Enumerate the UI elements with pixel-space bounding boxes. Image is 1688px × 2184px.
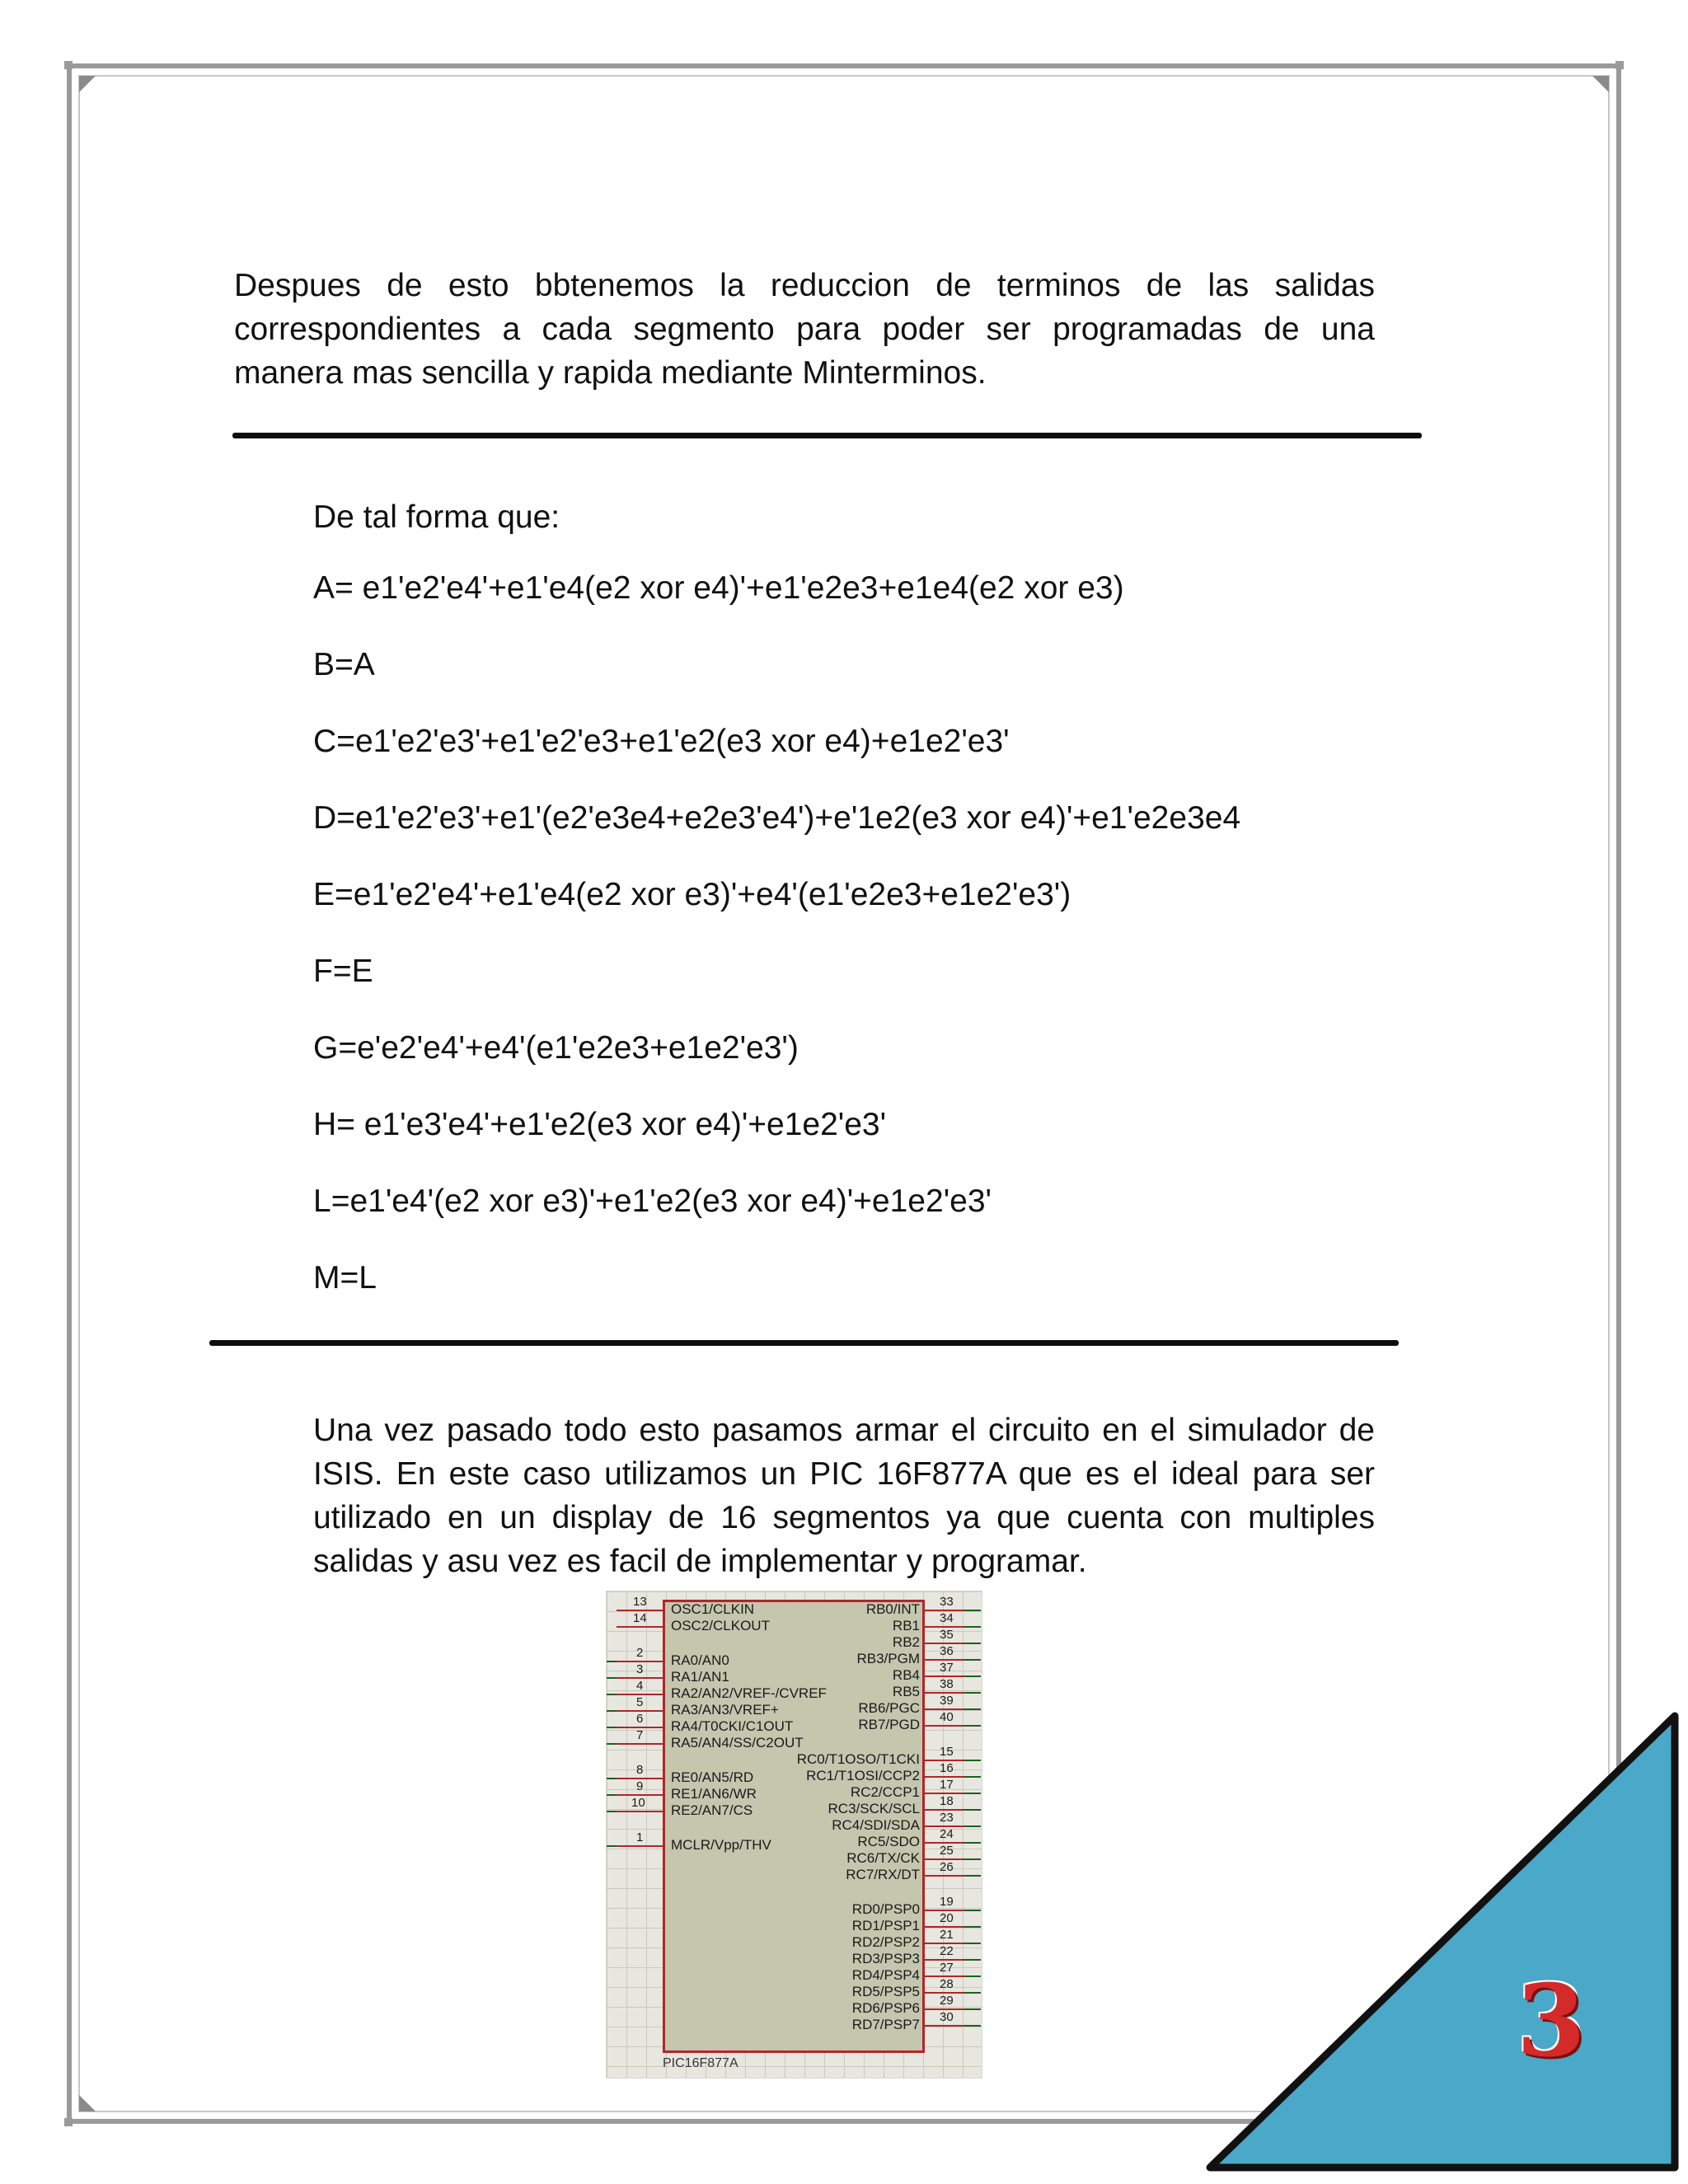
ext-wire [964, 1708, 981, 1710]
pin-number: 17 [940, 1778, 954, 1792]
pin-label: RB7/PGD [858, 1717, 920, 1732]
pin-number: 37 [940, 1661, 954, 1675]
pin-number: 39 [940, 1694, 954, 1708]
pin-number: 35 [940, 1628, 954, 1642]
equation-a: A= e1'e2'e4'+e1'e4(e2 xor e4)'+e1'e2e3+e1e4(e2 xor e3) [313, 570, 1124, 606]
pin-number: 14 [633, 1611, 647, 1625]
ext-wire [607, 1661, 617, 1662]
pin-number: 29 [940, 1994, 954, 2008]
ext-wire [964, 1910, 981, 1911]
pin-label: RE0/AN5/RD [671, 1769, 754, 1785]
pin-number: 22 [940, 1944, 954, 1958]
pin-number: 1 [636, 1830, 644, 1844]
pin-number: 16 [940, 1761, 954, 1775]
pin-number: 6 [636, 1712, 644, 1726]
ext-wire [964, 2008, 981, 2010]
equation-c: C=e1'e2'e3'+e1'e2'e3+e1'e2(e3 xor e4)+e1e2'e3' [313, 724, 1010, 759]
pin-label: RD5/PSP5 [851, 1984, 920, 1999]
pin-number: 18 [940, 1794, 954, 1808]
pin-label: RC0/T1OSO/T1CKI [796, 1751, 920, 1767]
pin-number: 26 [940, 1860, 954, 1874]
pin-number: 34 [940, 1611, 954, 1625]
pin-number: 27 [940, 1961, 954, 1975]
pin-label: RA4/T0CKI/C1OUT [671, 1718, 794, 1734]
pin-label: RD2/PSP2 [851, 1934, 920, 1950]
pin-label: RB1 [892, 1618, 920, 1633]
ext-wire [607, 1743, 617, 1745]
ext-wire [964, 1643, 981, 1644]
pin-number: 28 [940, 1977, 954, 1991]
section-divider-2 [209, 1340, 1399, 1346]
ext-wire [964, 1776, 981, 1778]
ext-wire [964, 1825, 981, 1827]
pin-label: RC5/SDO [857, 1834, 920, 1849]
ext-wire [964, 1692, 981, 1694]
pin-label: RC2/CCP1 [850, 1784, 920, 1800]
ext-wire [964, 1675, 981, 1677]
pin-number: 5 [636, 1695, 644, 1709]
ext-wire [964, 1926, 981, 1928]
pin-label: RE1/AN6/WR [671, 1786, 757, 1802]
pin-number: 2 [636, 1646, 644, 1660]
ext-wire [607, 1677, 617, 1679]
pin-number: 13 [633, 1595, 647, 1609]
ext-wire [964, 1725, 981, 1727]
outro-paragraph: Una vez pasado todo esto pasamos armar el circuito en el simulador de ISIS. En este caso utilizamos un PIC 16F877A que es el ideal para ser utilizado en un display de 16 segmentos ya que cuenta con multiples salidas y asu vez es facil de implementar y programar. [313, 1413, 1375, 1579]
pin-label: RD3/PSP3 [851, 1951, 920, 1966]
intro-paragraph: Despues de esto bbtenemos la reduccion de terminos de las salidas correspondientes a cada segmento para poder ser programadas de una manera mas sencilla y rapida mediante Minterminos. [234, 268, 1375, 391]
pin-label: RE2/AN7/CS [671, 1802, 753, 1818]
lead-text: De tal forma que: [313, 499, 560, 535]
pin-label: RC1/T1OSI/CCP2 [806, 1768, 920, 1783]
pin-label: RC4/SDI/SDA [832, 1817, 920, 1833]
pin-number: 7 [636, 1728, 644, 1742]
pin-label: RC3/SCK/SCL [828, 1801, 920, 1816]
pin-label: RC6/TX/CK [846, 1850, 920, 1866]
pin-label: RB3/PGM [856, 1651, 920, 1666]
pin-number: 25 [940, 1844, 954, 1858]
ext-wire [964, 1842, 981, 1844]
pin-label: RD7/PSP7 [851, 2017, 920, 2032]
pin-number: 30 [940, 2010, 954, 2024]
ext-wire [964, 1626, 981, 1628]
pin-wire [617, 1845, 663, 1847]
ext-wire [964, 1858, 981, 1860]
pin-number: 3 [636, 1662, 644, 1676]
pin-number: 8 [636, 1763, 644, 1777]
ext-wire [607, 1710, 617, 1712]
pin-label: RA1/AN1 [671, 1669, 729, 1685]
ext-wire [964, 1659, 981, 1661]
pin-label: RB5 [892, 1684, 920, 1699]
pin-label: RA0/AN0 [671, 1652, 729, 1668]
pin-label: RB6/PGC [858, 1700, 920, 1716]
ext-wire [964, 1809, 981, 1811]
pin-wire [925, 1875, 964, 1877]
ext-wire [964, 1610, 981, 1611]
ext-wire [607, 1811, 617, 1812]
pin-number: 33 [940, 1595, 954, 1609]
equation-l: L=e1'e4'(e2 xor e3)'+e1'e2(e3 xor e4)'+e1e2'e3' [313, 1183, 992, 1219]
ext-wire [964, 2025, 981, 2027]
section-divider-1 [232, 433, 1422, 438]
pin-label: OSC2/CLKOUT [671, 1618, 770, 1633]
equation-e: E=e1'e2'e4'+e1'e4(e2 xor e3)'+e4'(e1'e2e3+e1e2'e3') [313, 877, 1071, 912]
equation-h: H= e1'e3'e4'+e1'e2(e3 xor e4)'+e1e2'e3' [313, 1107, 887, 1142]
pin-wire [617, 1811, 663, 1812]
ext-wire [607, 1778, 617, 1779]
ext-wire [607, 1794, 617, 1796]
pin-label: RB2 [892, 1634, 920, 1650]
ext-wire [607, 1727, 617, 1728]
pin-label: RC7/RX/DT [846, 1867, 920, 1882]
pin-label: RA2/AN2/VREF-/CVREF [671, 1685, 827, 1701]
ext-wire [607, 1845, 617, 1847]
pin-number: 20 [940, 1911, 954, 1925]
pin-label: RB4 [892, 1667, 920, 1683]
pin-number: 24 [940, 1827, 954, 1841]
pic16f877a-schematic [606, 1591, 982, 2079]
pin-number: 21 [940, 1928, 954, 1942]
ext-wire [964, 1975, 981, 1977]
ext-wire [964, 1793, 981, 1794]
pin-number: 4 [636, 1679, 644, 1693]
equation-g: G=e'e2'e4'+e4'(e1'e2e3+e1e2'e3') [313, 1030, 799, 1066]
pin-wire [925, 2025, 964, 2027]
pin-label: RB0/INT [865, 1601, 920, 1617]
pin-label: RD6/PSP6 [851, 2000, 920, 2016]
pin-label: RA3/AN3/VREF+ [671, 1702, 779, 1718]
pin-wire [617, 1626, 663, 1628]
pin-label: RA5/AN4/SS/C2OUT [671, 1735, 804, 1750]
pin-number: 36 [940, 1644, 954, 1658]
equation-m: M=L [313, 1260, 377, 1296]
pin-number: 15 [940, 1745, 954, 1759]
equation-f: F=E [313, 954, 373, 989]
pin-wire [925, 1725, 964, 1727]
chip-name: PIC16F877A [663, 2056, 738, 2070]
pin-label: RD4/PSP4 [851, 1967, 920, 1983]
pin-number: 40 [940, 1710, 954, 1724]
pin-label: RD0/PSP0 [851, 1901, 920, 1917]
equation-b: B=A [313, 647, 375, 682]
pin-number: 10 [631, 1796, 645, 1810]
ext-wire [607, 1694, 617, 1695]
ext-wire [964, 1875, 981, 1877]
pin-number: 9 [636, 1779, 644, 1793]
ext-wire [964, 1992, 981, 1994]
pin-number: 38 [940, 1677, 954, 1691]
pin-wire [617, 1743, 663, 1745]
pin-label: OSC1/CLKIN [671, 1601, 755, 1617]
page-number: 3 [1517, 1963, 1586, 2079]
pin-number: 19 [940, 1895, 954, 1909]
equation-d: D=e1'e2'e3'+e1'(e2'e3e4+e2e3'e4')+e'1e2(e3 xor e4)'+e1'e2e3e4 [313, 800, 1241, 836]
pin-number: 23 [940, 1811, 954, 1825]
pin-label: MCLR/Vpp/THV [671, 1837, 771, 1853]
pin-label: RD1/PSP1 [851, 1918, 920, 1933]
ext-wire [964, 1943, 981, 1944]
ext-wire [964, 1959, 981, 1961]
ext-wire [964, 1760, 981, 1761]
